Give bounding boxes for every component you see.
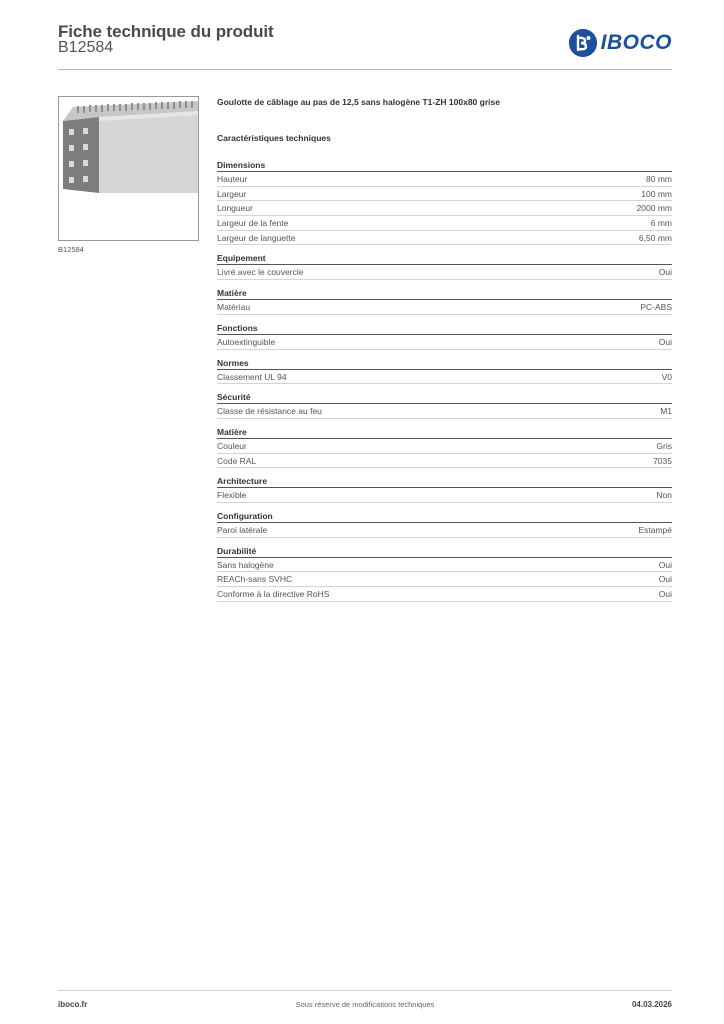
section-title: Equipement (217, 251, 672, 265)
section-title: Configuration (217, 509, 672, 523)
tech-heading: Caractéristiques techniques (217, 133, 331, 143)
spec-label: Matériau (217, 302, 251, 313)
spec-value: 2000 mm (636, 203, 672, 214)
spec-label: Autoextinguible (217, 336, 276, 347)
page-footer (58, 990, 672, 1016)
spec-row (217, 370, 672, 385)
spec-label: Classement UL 94 (217, 371, 287, 382)
spec-row (217, 523, 672, 538)
section-title: Sécurité (217, 390, 672, 404)
footer-date: 04.03.2026 (631, 1000, 672, 1009)
spec-label: Flexible (217, 490, 247, 501)
product-name: Goulotte de câblage au pas de 12,5 sans halogène T1-ZH 100x80 grise (217, 97, 500, 107)
section-dimensions (217, 158, 672, 245)
spec-value: Oui (658, 589, 672, 599)
spec-label: Conforme à la directive RoHS (217, 589, 330, 599)
section-equipement (217, 251, 672, 280)
spec-row (217, 231, 672, 246)
page-header (58, 22, 672, 70)
spec-value: 6,50 mm (638, 232, 672, 243)
spec-label: Hauteur (217, 174, 248, 184)
page-title: Fiche technique du produit (58, 22, 274, 41)
footer-disclaimer: Sous réserve de modifications techniques (295, 1000, 435, 1009)
spec-value: Estampé (638, 524, 672, 535)
spec-label: Classe de résistance au feu (217, 406, 322, 417)
section-configuration (217, 509, 672, 538)
section-title: Architecture (217, 474, 672, 488)
spec-label: Largeur de la fente (217, 218, 289, 229)
logo-wordmark: IBOCO (600, 31, 672, 54)
section-title: Dimensions (217, 158, 672, 172)
section-securite (217, 390, 672, 419)
spec-row (217, 454, 672, 469)
section-title: Fonctions (217, 321, 672, 335)
spec-label: Sans halogène (217, 559, 274, 570)
spec-row (217, 404, 672, 419)
spec-value: V0 (661, 371, 672, 382)
spec-row (217, 300, 672, 315)
spec-row (217, 335, 672, 350)
product-reference: B12584 (58, 39, 114, 56)
iboco-logo (569, 28, 672, 58)
iboco-logo-mark-icon (569, 29, 597, 57)
spec-value: 80 mm (646, 174, 672, 184)
spec-row (217, 572, 672, 587)
section-title: Durabilité (217, 544, 672, 558)
photo-caption: B12584 (58, 245, 84, 254)
spec-label: Couleur (217, 440, 247, 451)
spec-row (217, 587, 672, 602)
spec-label: Largeur de languette (217, 232, 296, 243)
spec-label: Largeur (217, 188, 247, 199)
spec-label: Paroi latérale (217, 524, 268, 535)
spec-row (217, 187, 672, 202)
spec-value: Oui (658, 559, 672, 570)
spec-row (217, 216, 672, 231)
product-photo (58, 96, 199, 241)
section-matiere-couleur (217, 425, 672, 468)
spec-row (217, 439, 672, 454)
spec-row (217, 558, 672, 573)
spec-label: REACh-sans SVHC (217, 574, 293, 585)
footer-website: iboco.fr (58, 1000, 88, 1009)
spec-label: Longueur (217, 203, 253, 214)
spec-row (217, 488, 672, 503)
spec-row (217, 172, 672, 187)
spec-value: Oui (658, 267, 672, 278)
section-title: Normes (217, 356, 672, 370)
spec-value: M1 (660, 406, 672, 417)
spec-value: Oui (658, 574, 672, 585)
spec-row (217, 265, 672, 280)
spec-value: Non (656, 490, 672, 501)
spec-value: 100 mm (641, 188, 672, 199)
spec-value: Oui (658, 336, 672, 347)
cable-trunking-photo-icon (59, 97, 199, 241)
spec-row (217, 201, 672, 216)
spec-label: Livré avec le couvercle (217, 267, 304, 278)
spec-value: PC-ABS (640, 302, 672, 313)
section-durabilite (217, 544, 672, 602)
spec-content (217, 96, 672, 602)
section-matiere (217, 286, 672, 315)
spec-value: 7035 (653, 455, 672, 466)
section-normes (217, 356, 672, 385)
spec-label: Code RAL (217, 455, 257, 466)
section-title: Matière (217, 425, 672, 439)
section-title: Matière (217, 286, 672, 300)
section-fonctions (217, 321, 672, 350)
spec-value: Gris (656, 440, 672, 451)
spec-value: 6 mm (650, 218, 672, 229)
section-architecture (217, 474, 672, 503)
